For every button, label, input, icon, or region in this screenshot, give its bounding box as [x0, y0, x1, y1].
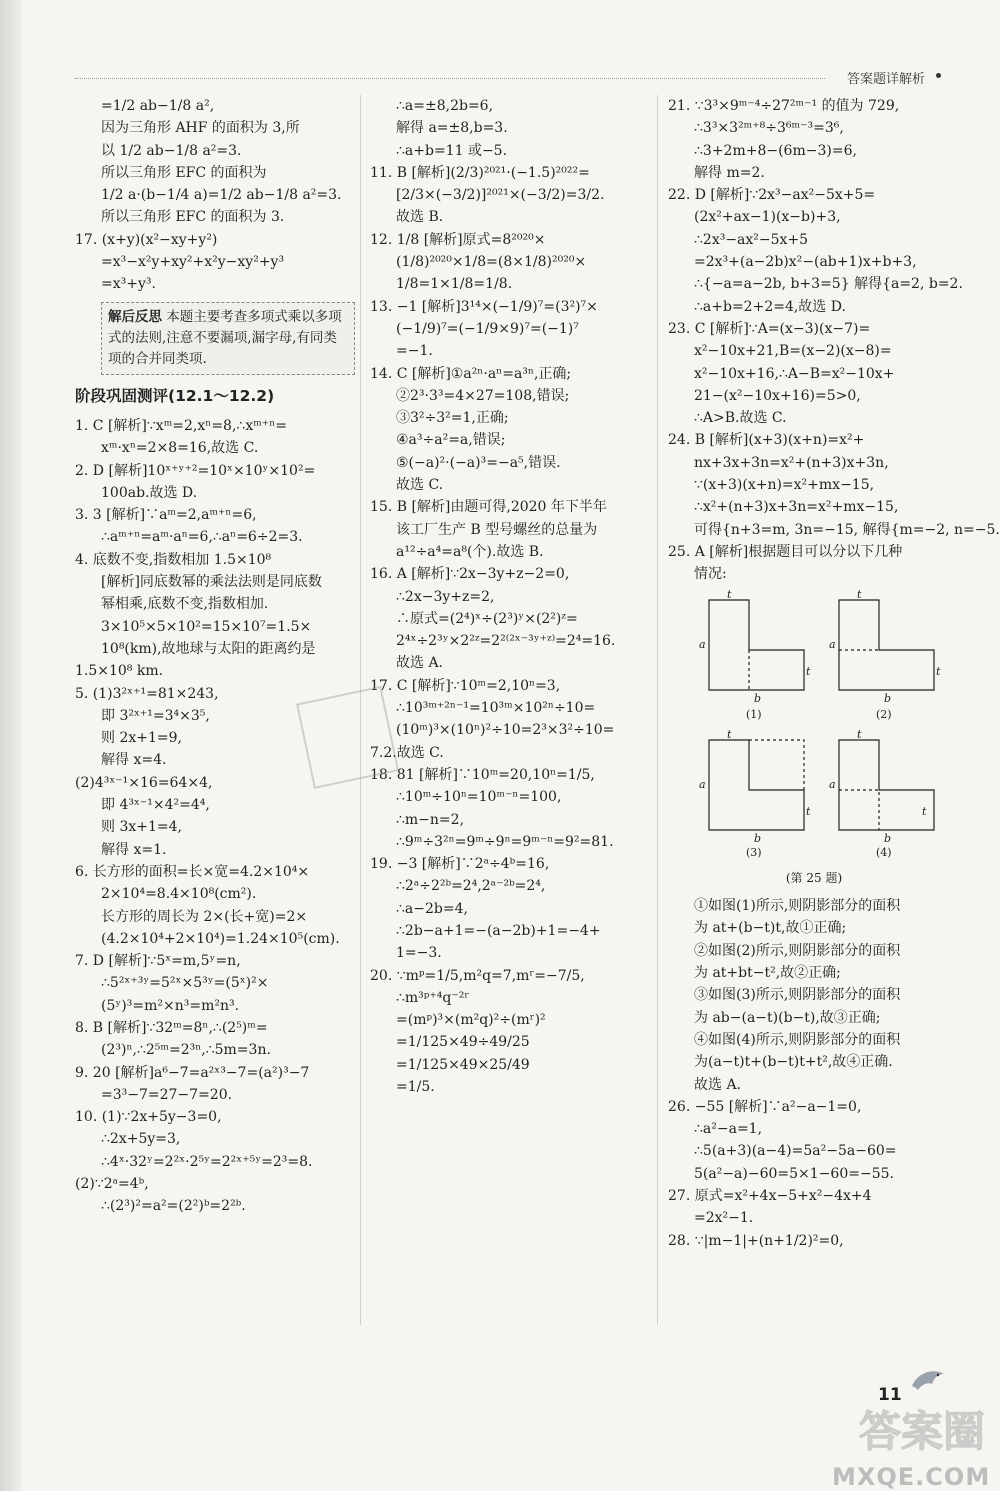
answer-line: nx+3x+3n=x²+(n+3)x+3n, [694, 454, 889, 471]
answer-line: ∴a+b=11 或−5. [396, 142, 508, 159]
answer-line: 解得 m=2. [694, 164, 765, 181]
fig4-label-a: a [829, 777, 836, 791]
answer-line: 幂相乘,底数不变,指数相加. [101, 596, 269, 613]
stamp-watermark-icon [300, 690, 395, 785]
figure-label-3: (3) [746, 845, 762, 859]
answer-line: (5ʸ)³=m²×n³=m²n³. [101, 997, 240, 1014]
header-bullet-icon [936, 73, 941, 78]
answer-line: x²−10x+16,∴A−B=x²−10x+ [694, 365, 895, 382]
answer-line: 2⁴ˣ÷2³ʸ×2²ᶻ=2²⁽²ˣ⁻³ʸ⁺ᶻ⁾=2⁴=16. [396, 633, 616, 650]
fig1-label-b: b [754, 691, 762, 705]
answer-line: 则 2x+1=9, [101, 730, 182, 747]
answer-line: 故选 B. [396, 209, 444, 226]
figure-caption: (第 25 题) [785, 870, 843, 885]
answer-line: ∴aᵐ⁺ⁿ=aᵐ·aⁿ=6,∴aⁿ=6÷2=3. [101, 529, 303, 546]
answer-line: ∴2x−3y+z=2, [396, 588, 495, 605]
answer-lines-main [75, 415, 355, 1218]
answer-line: ∴a=±8,2b=6, [396, 98, 494, 114]
fig4-label-t2: t [922, 804, 927, 818]
answer-line: 21. ∵3³×9ᵐ⁻⁴÷27²ᵐ⁻¹ 的值为 729, [668, 98, 900, 114]
answer-line: ∴4ˣ·32ʸ=2²ˣ·2⁵ʸ=2²ˣ⁺⁵ʸ=2³=8. [101, 1153, 313, 1170]
answer-line: 为(a−t)t+(b−t)t+t²,故④正确. [694, 1054, 893, 1071]
answer-line: 解得 a=±8,b=3. [396, 120, 508, 137]
answer-line: 13. −1 [解析]3¹⁴×(−1/9)⁷=(3²)⁷× [370, 298, 598, 315]
answer-line: =x³+y³. [101, 276, 156, 293]
answer-line: (−1/9)⁷=(−1/9×9)⁷=(−1)⁷ [396, 320, 579, 337]
figure-3-shape [709, 740, 804, 830]
answer-line: 以 1/2 ab−1/8 a²=3. [101, 142, 242, 159]
answer-line: ∴3³×3²ᵐ⁺⁸÷3⁶ᵐ⁻³=3⁶, [694, 120, 844, 137]
answer-line: ∴2ᵃ÷2²ᵇ=2⁴,2ᵃ⁻²ᵇ=2⁴, [396, 878, 546, 895]
answer-line: 1.5×10⁸ km. [75, 663, 164, 680]
answer-line: 5(a²−a)−60=5×1−60=−55. [694, 1165, 894, 1182]
answer-line: 7. D [解析]∵5ˣ=m,5ʸ=n, [75, 953, 241, 970]
answer-line: 6. 长方形的面积=长×宽=4.2×10⁴× [75, 863, 310, 880]
column-divider [657, 95, 658, 1325]
answer-line: 22. D [解析]∵2x³−ax²−5x+5= [668, 187, 876, 204]
answer-line: 1/2 a·(b−1/4 a)=1/2 ab−1/8 a²=3. [101, 187, 342, 204]
answer-line: ①如图(1)所示,则阴影部分的面积 [694, 898, 901, 915]
watermark-logo-icon [855, 1400, 995, 1460]
figure-label-1: (1) [746, 707, 762, 721]
answer-line: 16. A [解析]∵2x−3y+z−2=0, [370, 566, 570, 583]
answer-line: 1/8=1×1/8=1/8. [396, 276, 513, 293]
answer-line: 20. ∵mᵖ=1/5,m²q=7,mʳ=−7/5, [370, 967, 585, 984]
answer-line: 15. B [解析]由题可得,2020 年下半年 [370, 499, 607, 516]
figure-2-shape [839, 600, 934, 690]
fig4-label-b: b [884, 831, 892, 845]
answer-line: 为 ab−(a−t)(b−t),故③正确; [694, 1009, 881, 1026]
fig3-label-t2: t [806, 804, 811, 818]
dolphin-icon [908, 1362, 948, 1402]
answer-line: ∴x²+(n+3)x+3n=x²+mx−15, [694, 499, 899, 516]
answer-line: =x³−x²y+xy²+x²y−xy²+y³ [101, 254, 285, 271]
fig1-label-a: a [699, 637, 706, 651]
answer-line: ②2³·3³=4×27=108,错误; [396, 387, 570, 404]
answer-line: =−1. [396, 343, 433, 360]
answer-line: (1/8)²⁰²⁰×1/8=(8×1/8)²⁰²⁰× [396, 254, 587, 271]
fig3-label-b: b [754, 831, 762, 845]
answer-line: 27. 原式=x²+4x−5+x²−4x+4 [668, 1187, 872, 1204]
watermark-url: MXQE.COM [832, 1463, 991, 1491]
answer-line: 12. 1/8 [解析]原式=8²⁰²⁰× [370, 231, 546, 248]
answer-line: ∴A>B.故选 C. [694, 410, 787, 427]
answer-line: 10. (1)∵2x+5y−3=0, [75, 1109, 222, 1126]
answer-line: ∴2x+5y=3, [101, 1131, 181, 1148]
answer-line: 即 4³ˣ⁻¹×4²=4⁴, [101, 797, 210, 814]
figure-1-shape [709, 600, 804, 690]
answer-line: 18. 81 [解析]∵10ᵐ=20,10ⁿ=1/5, [370, 766, 595, 783]
fig2-label-a: a [829, 637, 836, 651]
answer-line: 5. (1)3²ˣ⁺¹=81×243, [75, 685, 219, 702]
answer-line: 4. 底数不变,指数相加 1.5×10⁸ [75, 551, 272, 568]
answer-line: 3. 3 [解析]∵aᵐ=2,aᵐ⁺ⁿ=6, [75, 507, 257, 524]
answer-line: 10⁸(km),故地球与太阳的距离约是 [101, 640, 316, 657]
page-number: 11 [878, 1385, 902, 1405]
fig2-label-b: b [884, 691, 892, 705]
answer-line: ∴2x³−ax²−5x+5 [694, 231, 809, 248]
answer-line: ∴2b−a+1=−(a−2b)+1=−4+ [396, 922, 601, 939]
column-left [75, 95, 355, 1218]
answer-line: 故选 C. [396, 477, 444, 494]
reflection-box [101, 302, 355, 375]
answer-line: ∴9ᵐ÷3²ⁿ=9ᵐ÷9ⁿ=9ᵐ⁻ⁿ=9²=81. [396, 833, 614, 850]
answer-line: ②如图(2)所示,则阴影部分的面积 [694, 942, 901, 959]
answer-line: =2x²−1. [694, 1210, 754, 1227]
answer-line: ∴{−a=a−2b, b+3=5} 解得{a=2, b=2. [694, 276, 963, 293]
answer-lines-top [668, 95, 1000, 586]
answer-line: ∴a−2b=4, [396, 900, 468, 917]
answer-line: 24. B [解析](x+3)(x+n)=x²+ [668, 432, 865, 449]
fig2-label-t2: t [936, 664, 941, 678]
answer-line: ∴(2³)²=a²=(2²)ᵇ=2²ᵇ. [101, 1198, 246, 1215]
answer-line: 23. C [解析]∵A=(x−3)(x−7)= [668, 320, 871, 337]
answer-line: =2x³+(a−2b)x²−(ab+1)x+b+3, [694, 254, 917, 271]
answer-line: 所以三角形 EFC 的面积为 [101, 164, 267, 181]
answer-line: 1. C [解析]∵xᵐ=2,xⁿ=8,∴xᵐ⁺ⁿ= [75, 417, 287, 434]
answer-line: 11. B [解析](2/3)²⁰²¹·(−1.5)²⁰²²= [370, 164, 590, 181]
answer-line: =1/125×49×25/49 [396, 1056, 530, 1073]
answer-line: ∴10ᵐ÷10ⁿ=10ᵐ⁻ⁿ=100, [396, 789, 562, 806]
figure-label-2: (2) [876, 707, 892, 721]
answer-line: [2/3×(−3/2)]²⁰²¹×(−3/2)=3/2. [396, 187, 605, 204]
answer-line: 7.2.故选 C. [370, 744, 444, 761]
answer-line: ∴a+b=2+2=4,故选 D. [694, 298, 846, 315]
answer-line: 长方形的周长为 2×(长+宽)=2× [101, 908, 308, 925]
page-header [75, 68, 945, 87]
answer-line: 100ab.故选 D. [101, 484, 198, 501]
fig1-label-t: t [727, 587, 732, 601]
answer-line: 17. C [解析]∵10ᵐ=2,10ⁿ=3, [370, 677, 561, 694]
answer-line: =1/5. [396, 1079, 435, 1096]
answer-line: (4.2×10⁴+2×10⁴)=1.24×10⁵(cm). [101, 930, 340, 947]
answer-line: ∵(x+3)(x+n)=x²+mx−15, [694, 477, 875, 494]
reflection-title: 解后反思 [108, 308, 162, 325]
fig3-label-t: t [727, 727, 732, 741]
answer-line: ∴m³ᵖ⁺⁴q⁻²ʳ [396, 989, 470, 1006]
answer-line: =3³−7=27−7=20. [101, 1086, 233, 1103]
header-dotted-rule [75, 78, 825, 79]
answer-line: 所以三角形 EFC 的面积为 3. [101, 209, 285, 226]
answer-line: 19. −3 [解析]∵2ᵃ÷4ᵇ=16, [370, 856, 550, 873]
answer-line: ∴3+2m+8−(6m−3)=6, [694, 142, 857, 159]
answer-line: ∴5²ˣ⁺³ʸ=5²ˣ×5³ʸ=(5ˣ)²× [101, 975, 269, 992]
answer-line: 为 at+(b−t)t,故①正确; [694, 920, 847, 937]
answer-line: 28. ∵|m−1|+(n+1/2)²=0, [668, 1232, 844, 1249]
answer-line: 1=−3. [396, 945, 442, 962]
fig4-label-t: t [857, 727, 862, 741]
answer-line: 故选 A. [694, 1076, 742, 1093]
answer-line: 2. D [解析]10ˣ⁺ʸ⁺²=10ˣ×10ʸ×10²= [75, 462, 316, 479]
answer-line: (10ᵐ)³×(10ⁿ)²÷10=2³×3²÷10= [396, 722, 615, 739]
page-binding-edge [0, 0, 22, 1491]
answer-lines [370, 95, 648, 1098]
answer-line: 即 3²ˣ⁺¹=3⁴×3⁵, [101, 707, 210, 724]
answer-line: ⑤(−a)²·(−a)³=−a⁵,错误. [396, 454, 561, 471]
answer-line: 8. B [解析]∵32ᵐ=8ⁿ,∴(2⁵)ᵐ= [75, 1019, 268, 1036]
answer-line: 9. 20 [解析]a⁶−7=a²ˣ³−7=(a²)³−7 [75, 1064, 310, 1081]
fig3-label-a: a [699, 777, 706, 791]
answer-line: 因为三角形 AHF 的面积为 3,所 [101, 120, 300, 137]
fig1-label-t2: t [806, 664, 811, 678]
answer-line: x²−10x+21,B=(x−2)(x−8)= [694, 343, 892, 360]
section-title: 阶段巩固测评(12.1～12.2) [75, 386, 275, 405]
fig2-label-t: t [857, 587, 862, 601]
answer-line: 17. (x+y)(x²−xy+y²) [75, 231, 218, 248]
answer-line: (2)∵2ᵃ=4ᵇ, [75, 1176, 149, 1193]
answer-line: ③3²÷3²=1,正确; [396, 410, 509, 427]
answer-line: 故选 A. [396, 655, 444, 672]
answer-line: 该工厂生产 B 型号螺丝的总量为 [396, 521, 598, 538]
answer-line: ④如图(4)所示,则阴影部分的面积 [694, 1031, 901, 1048]
answer-line: 3×10⁵×5×10²=15×10⁷=1.5× [101, 618, 312, 635]
answer-line: 情况: [694, 566, 727, 583]
answer-line: ∴原式=(2⁴)ˣ÷(2³)ʸ×(2²)ᶻ= [396, 610, 578, 627]
answer-line: 2×10⁴=8.4×10⁸(cm²). [101, 886, 257, 903]
answer-line: (2³)ⁿ,∴2⁵ᵐ=2³ⁿ,∴5m=3n. [101, 1042, 271, 1059]
answer-line: 为 at+bt−t²,故②正确; [694, 965, 841, 982]
answer-line: ∴a²−a=1, [694, 1121, 763, 1138]
answer-line: ∴10³ᵐ⁺²ⁿ⁻¹=10³ᵐ×10²ⁿ÷10= [396, 700, 596, 717]
answer-line: =1/125×49÷49/25 [396, 1034, 530, 1051]
answer-line: xᵐ·xⁿ=2×8=16,故选 C. [101, 440, 259, 457]
answer-line: 解得 x=4. [101, 752, 167, 769]
answer-lines-bottom [668, 895, 948, 1252]
figure-25 [694, 587, 941, 890]
answer-line: (2x²+ax−1)(x−b)+3, [694, 209, 841, 226]
answer-line: a¹²÷a⁴=a⁸(个).故选 B. [396, 543, 544, 560]
answer-line: ③如图(3)所示,则阴影部分的面积 [694, 987, 901, 1004]
column-right [668, 95, 1000, 1252]
answer-line: 26. −55 [解析]∵a²−a−1=0, [668, 1098, 862, 1115]
answer-line: =1/2 ab−1/8 a², [101, 98, 215, 114]
answer-line: 21−(x²−10x+16)=5>0, [694, 387, 861, 404]
answer-line: ∴m−n=2, [396, 811, 465, 828]
answer-lines-top [75, 95, 355, 296]
answer-line: =(mᵖ)³×(m²q)²÷(mʳ)² [396, 1012, 546, 1029]
svg-text:答案圈: 答案圈 [859, 1407, 986, 1456]
figure-4-shape [839, 740, 934, 830]
answer-line: ④a³÷a²=a,错误; [396, 432, 506, 449]
answer-line: (2)4³ˣ⁻¹×16=64×4, [75, 774, 213, 791]
reflection-text: 本题主要考查多项式乘以多项式的法则,注意不要漏项,漏字母,有同类项的合并同类项. [108, 308, 342, 367]
figure-label-4: (4) [876, 845, 892, 859]
column-middle [370, 95, 648, 1098]
header-title: 答案题详解析 [846, 72, 925, 87]
answer-line: 则 3x+1=4, [101, 819, 182, 836]
answer-line: ∴5(a+3)(a−4)=5a²−5a−60= [694, 1143, 897, 1160]
answer-line: [解析]同底数幂的乘法法则是同底数 [101, 574, 322, 591]
answer-line: 可得{n+3=m, 3n=−15, 解得{m=−2, n=−5. [694, 521, 1000, 538]
answer-line: 25. A [解析]根据题目可以分以下几种 [668, 543, 903, 560]
figure-25-diagrams [694, 587, 941, 860]
answer-line: 14. C [解析]①a²ⁿ·aⁿ=a³ⁿ,正确; [370, 365, 572, 382]
answer-line: 解得 x=1. [101, 841, 167, 858]
